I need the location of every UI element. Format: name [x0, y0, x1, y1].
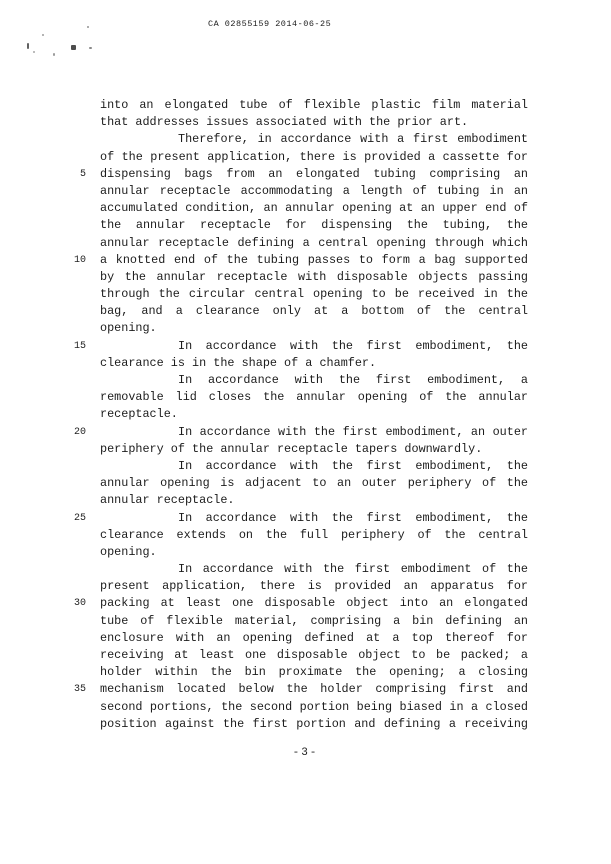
line-text: clearance extends on the full periphery of the central	[100, 527, 528, 542]
text-line	[56, 286, 528, 303]
text-line	[56, 303, 528, 320]
text-line	[56, 647, 528, 664]
text-line	[56, 166, 528, 183]
text-line	[56, 664, 528, 681]
text-line	[56, 492, 528, 509]
text-line	[56, 252, 528, 269]
line-text: that addresses issues associated with the prior art.	[100, 115, 469, 130]
text-line	[56, 389, 528, 406]
line-text: holder within the bin proximate the opening; a closing	[100, 665, 528, 680]
line-text: annular opening is adjacent to an outer periphery of the	[100, 476, 528, 491]
line-text: the annular receptacle for dispensing the tubing, the	[100, 218, 528, 233]
text-line	[56, 630, 528, 647]
text-line	[56, 681, 528, 698]
text-line	[56, 97, 528, 114]
text-line	[56, 200, 528, 217]
text-line	[56, 441, 528, 458]
line-text: through the circular central opening to be received in the	[100, 287, 528, 302]
text-line	[56, 510, 528, 527]
text-line	[56, 544, 528, 561]
text-line	[56, 269, 528, 286]
text-line	[56, 131, 528, 148]
line-text: In accordance with the first embodiment, the	[178, 458, 528, 473]
line-text: clearance is in the shape of a chamfer.	[100, 355, 377, 370]
line-text: In accordance with the first embodiment, a	[178, 373, 528, 387]
line-text: of the present application, there is provided a cassette for	[100, 149, 528, 164]
line-text: annular receptacle defining a central opening through which	[100, 235, 528, 250]
text-line	[56, 613, 528, 630]
ink-smudge	[71, 45, 76, 50]
line-number: 25	[73, 512, 86, 524]
line-text: annular receptacle.	[100, 493, 235, 508]
text-line	[56, 458, 528, 475]
text-line	[56, 114, 528, 131]
text-line	[56, 716, 528, 733]
text-line	[56, 338, 528, 355]
line-text: a knotted end of the tubing passes to form a bag supported	[100, 252, 528, 267]
line-text: packing at least one disposable object into an elongated	[100, 596, 528, 611]
text-line	[56, 217, 528, 234]
line-text: In accordance with the first embodiment, an outer	[178, 424, 528, 439]
line-text: In accordance with the first embodiment, the	[178, 338, 528, 353]
document-body	[56, 97, 528, 733]
line-number: 15	[73, 340, 86, 352]
text-line	[56, 372, 528, 389]
text-line	[56, 406, 528, 423]
ink-smudge	[87, 26, 89, 28]
ink-smudge	[33, 51, 35, 53]
line-text: removable lid closes the annular opening of the annular	[100, 390, 528, 405]
line-text: opening.	[100, 544, 157, 559]
document-header: CA 02855159 2014-06-25	[208, 19, 332, 29]
text-line	[56, 475, 528, 492]
ink-smudge	[27, 43, 29, 49]
ink-smudge	[89, 47, 92, 49]
text-line	[56, 149, 528, 166]
line-text: accumulated condition, an annular opening at an upper end of	[100, 201, 528, 216]
line-text: tube of flexible material, comprising a bin defining an	[100, 613, 528, 628]
text-line	[56, 561, 528, 578]
line-text: bag, and a clearance only at a bottom of the central	[100, 304, 528, 319]
line-text: periphery of the annular receptacle tapers downwardly.	[100, 441, 483, 456]
text-line	[56, 699, 528, 716]
line-text: In accordance with the first embodiment of the	[178, 562, 528, 577]
text-line	[56, 578, 528, 595]
line-text: receiving at least one disposable object to be packed; a	[100, 648, 528, 662]
text-line	[56, 183, 528, 200]
text-line	[56, 595, 528, 612]
text-line	[56, 355, 528, 372]
line-text: enclosure with an opening defined at a top thereof for	[100, 630, 528, 645]
page-number: -3-	[292, 747, 319, 759]
ink-smudge	[53, 53, 55, 56]
line-text: Therefore, in accordance with a first embodiment	[178, 132, 528, 147]
text-line	[56, 235, 528, 252]
line-number: 30	[73, 598, 86, 610]
line-text: opening.	[100, 321, 157, 336]
line-text: dispensing bags from an elongated tubing comprising an	[100, 166, 528, 181]
line-text: by the annular receptacle with disposable objects passing	[100, 269, 528, 284]
line-text: into an elongated tube of flexible plastic film material	[100, 98, 528, 112]
line-text: annular receptacle accommodating a length of tubing in an	[100, 183, 528, 198]
line-text: present application, there is provided an apparatus for	[100, 579, 528, 594]
line-number: 20	[73, 426, 86, 438]
line-number: 10	[73, 254, 86, 266]
line-number: 5	[79, 168, 86, 180]
line-number: 35	[73, 684, 86, 696]
ink-smudge	[42, 34, 44, 36]
line-text: position against the first portion and defining a receiving	[100, 716, 528, 731]
line-text: In accordance with the first embodiment, the	[178, 510, 528, 525]
text-line	[56, 424, 528, 441]
line-text: second portions, the second portion being biased in a closed	[100, 699, 528, 714]
line-text: receptacle.	[100, 407, 178, 422]
text-line	[56, 320, 528, 337]
line-text: mechanism located below the holder comprising first and	[100, 682, 528, 697]
text-line	[56, 527, 528, 544]
